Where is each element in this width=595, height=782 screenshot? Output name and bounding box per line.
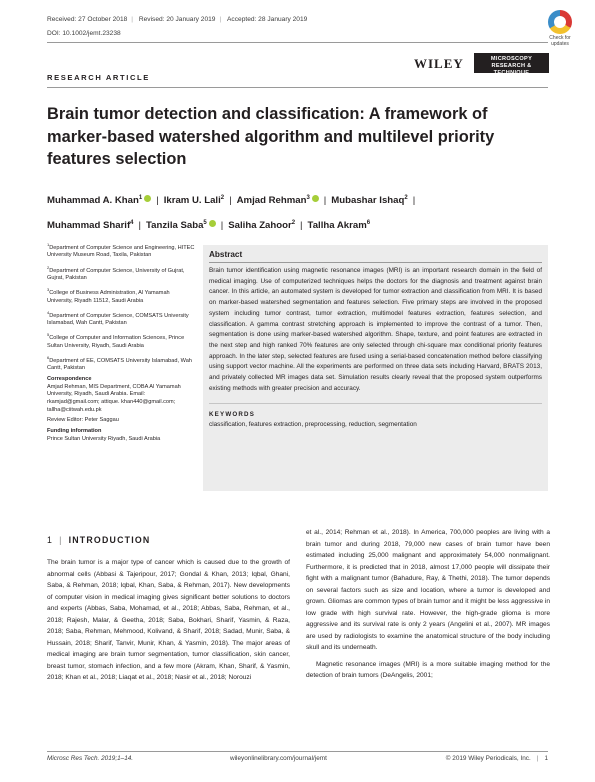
author-name[interactable]: Tallha Akram$^6$: [307, 220, 371, 231]
doi-link[interactable]: DOI: 10.1002/jemt.23238: [47, 30, 121, 37]
copyright: © 2019 Wiley Periodicals, Inc.: [445, 755, 531, 762]
review-editor: Review Editor: Peter Saggau: [47, 417, 119, 424]
author-name[interactable]: Saliha Zahoor$^2$: [228, 220, 296, 231]
affiliation-list: [47, 241, 195, 373]
affiliations-column: [47, 241, 195, 447]
author-affiliation-marker: 2: [220, 195, 225, 201]
header-divider: [47, 42, 548, 43]
keywords-text: classification, features extraction, preprocessing, reduction, segmentation: [209, 421, 417, 429]
affiliation-item: $^1$Department of Computer Science and Engineering, HITEC University Museum Road, Taxila, Pakistan: [47, 242, 195, 259]
body-paragraph: et al., 2014; Rehman et al., 2018). In America, 700,000 peoples are living with a brain tumor and during 2018, 79,000 new cases of brain tumor have been estimated including 25,000 malignant and approximately 54,000 nonmalignant. Furthermore, it is predicted that in 2018, almost 17,000 people will dissipate their fight with a malignant tumor (Bahadure, Ray, & Thethi, 2018). The tumor depends on several factors such as size and location, where a tumor is developed and grown. Gliomas are common types of brain tumor and it might be less aggressive in low grade with high survival rate. However, the high-grade glioma is more aggressive and its survival rate is only 2 years (Angelini et al., 2007). MR images are used by radiologists to examine the anatomical structure of the body including skull and its underneath.: [306, 529, 550, 651]
author-affiliation-marker: 6: [366, 220, 371, 226]
journal-logo: MICROSCOPY RESEARCH & TECHNIQUE: [474, 53, 549, 73]
keywords-heading: KEYWORDS: [209, 403, 542, 418]
author-affiliation-marker: 2: [291, 220, 296, 226]
correspondence-heading: Correspondence: [47, 376, 92, 383]
affiliation-item: $^2$Department of Computer Science, University of Gujrat, Gujrat, Pakistan: [47, 264, 185, 281]
author-separator: |: [323, 195, 327, 206]
correspondence-text: Amjad Rehman, MIS Department, COBA Al Yamamah University, Riyadh, Saudi Arabia. Email: rkamjad@gmail.com; attique. khan440@gmail.com; tallha@ciitwah.edu.pk: [47, 383, 181, 413]
funding-heading: Funding information: [47, 428, 102, 435]
author-separator: |: [229, 195, 232, 206]
author-list: [47, 187, 547, 237]
author-separator: |: [300, 220, 303, 231]
author-affiliation-marker: 2: [404, 195, 408, 201]
author-affiliation-marker: 3: [306, 195, 310, 201]
orcid-icon[interactable]: [209, 220, 216, 227]
author-separator: |: [220, 220, 224, 231]
publisher-logo: WILEY: [414, 56, 464, 71]
author-separator: |: [156, 195, 159, 206]
author-name[interactable]: Muhammad A. Khan$^1$: [47, 195, 151, 206]
funding-text: Prince Sultan University Riyadh, Saudi Arabia: [47, 435, 161, 442]
check-for-updates-badge[interactable]: Check for updates: [540, 10, 580, 50]
article-title: Brain tumor detection and classification: A framework of marker-based watershed algorithm and multilevel priority features selection: [47, 105, 495, 168]
author-affiliation-marker: 4: [130, 220, 134, 226]
author-name[interactable]: Amjad Rehman$^3$: [237, 195, 319, 206]
affiliation-item: $^4$Department of Computer Science, COMSATS University Islamabad, Wah Cantt, Pakistan: [47, 309, 189, 327]
author-affiliation-marker: 5: [203, 220, 207, 226]
crossmark-icon: [548, 10, 572, 34]
abstract-text: Brain tumor identification using magnetic resonance images (MRI) is an important research domain in the field of medical imaging. Use of computerized techniques helps the doctors for the diagnosis and treatment against brain cancer. In this article, an automated system is developed for tumor extraction and classification from MRI. It is based on marker-based watershed segmentation and features selection. Five primary steps are involved in the proposed system including tumor contrast, tumor extraction, multimodel features extraction, features selection, and classification. A gamma contrast stretching approach is implemented to improve the contrast of a tumor. Then, segmentation is done using marker-based watershed algorithm. Shape, texture, and point features are extracted in the next step and high ranked 70% features are only selected through chi-square max conditional priority features approach. In the later step, selected features are fused using a serial-based concatenation method before classifying using support vector machine. All the experiments are performed on three data sets including Harvard, BRATS 2013, and privately collected MR images data set. Simulation results clearly reveal that the proposed system outperforms existing methods with greater precision and accuracy.: [209, 267, 542, 392]
body-paragraph: Magnetic resonance images (MRI) is a more suitable imaging method for the detection of brain tumors (DeAngelis, 2001;: [306, 660, 550, 679]
affiliation-item: $^6$Department of EE, COMSATS University Islamabad, Wah Cantt, Pakistan: [47, 354, 192, 372]
journal-url[interactable]: wileyonlinelibrary.com/journal/jemt: [230, 755, 327, 762]
footer-divider: [47, 751, 548, 752]
section-number: 1: [47, 535, 54, 545]
received-date: Received: 27 October 2018: [47, 16, 128, 23]
page-number: 1: [544, 755, 548, 762]
accepted-date: Accepted: 28 January 2019: [227, 16, 308, 23]
article-type-label: RESEARCH ARTICLE: [47, 73, 150, 82]
section-heading: 1 | INTRODUCTION: [47, 535, 151, 545]
author-name[interactable]: Muhammad Sharif$^4$: [47, 220, 134, 231]
author-separator: |: [412, 195, 416, 206]
affiliation-item: $^5$College of Computer and Information Sciences, Prince Sultan University, Riyadh, Saudi Arabia: [47, 332, 185, 349]
author-affiliation-marker: 1: [138, 195, 143, 201]
affiliation-item: $^3$College of Business Administration, Al Yamamah University, Riyadh 11512, Saudi Arabia: [47, 287, 170, 304]
orcid-icon[interactable]: [312, 195, 319, 202]
article-dates: Received: 27 October 2018 | Revised: 20 January 2019 | Accepted: 28 January 2019 DOI: 10.1002/jemt.23238: [47, 13, 307, 41]
abstract-box: [203, 245, 548, 491]
title-divider: [47, 87, 548, 88]
abstract-heading: Abstract: [209, 250, 542, 263]
revised-date: Revised: 20 January 2019: [138, 16, 216, 23]
section-title: INTRODUCTION: [68, 535, 151, 545]
author-name[interactable]: Ikram U. Lali$^2$: [163, 195, 225, 206]
body-column-left: The brain tumor is a major type of cancer which is caused due to the growth of abnormal cells (Abbasi & Tajeripour, 2017; Gondal & Khan, 2013; Iqbal, Ghani, Saba, & Rehman, 2018; Iqbal, Khan, Saba, & Rehman, 2017). New developments of computer vision in medical imaging gives significant better solutions to doctors and experts (Abbas, Saba, Mohamad, et al., 2018; Abbas, Saba, Rehman, et al., 2018; Rajesh, Malar, & Geetha, 2018; Saba, Bokhari, Sharif, Yasmin, & Raza, 2018; Saba, Rehman, Mehmood, Kolivand, & Sharif, 2018; Sadad, Munir, Saba, & Hussain, 2018; Sharif, Tanvir, Munir, Khan, & Yasmin, 2018). The major areas of medical imaging are brain tumor segmentation, tumor classification, skin cancer, breast tumor, stomach infection, and a few more (Akram, Khan, Sharif, & Yasmin, 2018; Khan et al., 2018; Liaqat et al., 2018; Nasir et al., 2018; Norouzi: [47, 559, 290, 681]
body-column-right: [306, 527, 550, 682]
author-name[interactable]: Mubashar Ishaq$^2$: [331, 195, 408, 206]
author-name[interactable]: Tanzila Saba$^5$: [146, 220, 216, 231]
author-separator: |: [138, 220, 142, 231]
journal-reference: Microsc Res Tech. 2019;1–14.: [47, 755, 134, 762]
